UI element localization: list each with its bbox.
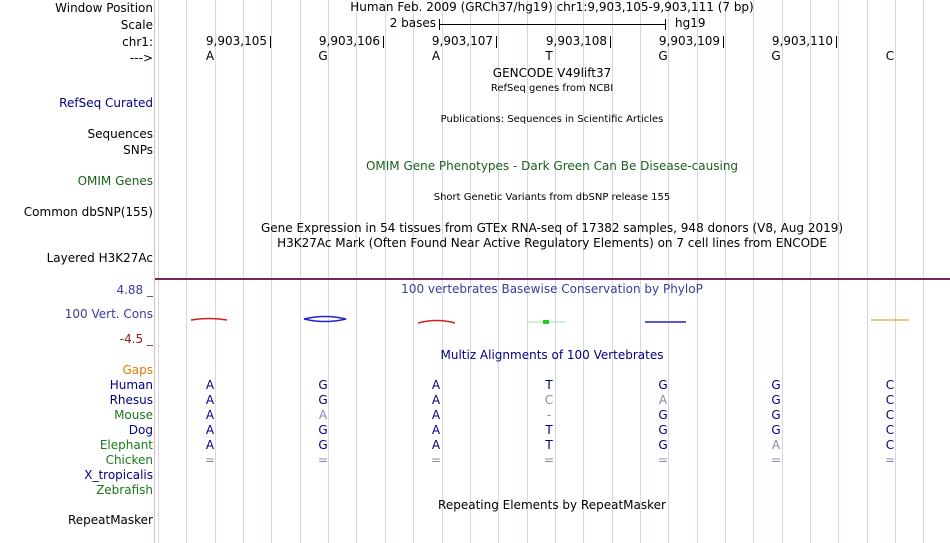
alignment-base: =	[884, 453, 896, 467]
chrom-label[interactable]: chr1:	[122, 35, 153, 49]
alignment-base: =	[204, 453, 216, 467]
sequences-label[interactable]: Sequences	[87, 127, 153, 141]
alignment-base: G	[658, 423, 668, 437]
species-label[interactable]: Chicken	[105, 453, 153, 467]
phylop-max-value: 4.88 _	[116, 283, 153, 297]
layered-h3k27ac-label[interactable]: Layered H3K27Ac	[46, 251, 153, 265]
common-dbsnp-label[interactable]: Common dbSNP(155)	[23, 205, 153, 219]
grid-line	[215, 0, 216, 543]
grid-line	[271, 0, 272, 543]
reference-base: A	[431, 49, 441, 63]
alignment-base: C	[885, 423, 895, 437]
ruler-tick	[383, 36, 384, 48]
grid-line	[838, 0, 839, 543]
gtex-track-title[interactable]: Gene Expression in 54 tissues from GTEx RNA-seq of 17382 samples, 948 donors (V8, Aug 2019)	[260, 221, 844, 235]
grid-line	[923, 0, 924, 543]
grid-line	[186, 0, 187, 543]
alignment-base: G	[318, 423, 328, 437]
species-label[interactable]: Rhesus	[109, 393, 153, 407]
ruler-position: 9,903,110	[771, 34, 833, 48]
scale-bar	[439, 24, 665, 25]
alignment-base: G	[771, 423, 781, 437]
label-separator	[154, 0, 155, 543]
alignment-base: T	[545, 378, 553, 392]
ruler-tick	[496, 36, 497, 48]
repeatmasker-label[interactable]: RepeatMasker	[67, 513, 153, 527]
ruler-position: 9,903,107	[431, 34, 493, 48]
multiz-track-title[interactable]: Multiz Alignments of 100 Vertebrates	[440, 348, 664, 362]
reference-base: T	[545, 49, 553, 63]
reference-base: G	[771, 49, 781, 63]
alignment-base: G	[658, 378, 668, 392]
alignment-base: A	[205, 438, 215, 452]
conservation-mark-4-peak	[543, 320, 549, 324]
ruler-position: 9,903,106	[318, 34, 380, 48]
alignment-base: T	[545, 438, 553, 452]
grid-line	[385, 0, 386, 543]
phylop-track-title[interactable]: 100 vertebrates Basewise Conservation by PhyloP	[401, 282, 703, 296]
conservation-mark-3	[418, 321, 455, 324]
gencode-track-title[interactable]: GENCODE V49lift37	[492, 66, 612, 80]
ruler-position: 9,903,108	[545, 34, 607, 48]
ruler-tick	[270, 36, 271, 48]
phylop-min-value: -4.5 _	[119, 332, 153, 346]
alignment-base: G	[658, 438, 668, 452]
alignment-base: A	[431, 378, 441, 392]
alignment-base: A	[205, 393, 215, 407]
vert-cons-label[interactable]: 100 Vert. Cons	[64, 307, 153, 321]
reference-base: G	[318, 49, 328, 63]
species-label[interactable]: Zebrafish	[96, 483, 153, 497]
alignment-base: G	[771, 408, 781, 422]
ruler-tick	[836, 36, 837, 48]
grid-line	[640, 0, 641, 543]
grid-line	[243, 0, 244, 543]
grid-line	[697, 0, 698, 543]
grid-line	[300, 0, 301, 543]
gaps-label[interactable]: Gaps	[122, 363, 153, 377]
alignment-base: C	[885, 438, 895, 452]
omim-track-title[interactable]: OMIM Gene Phenotypes - Dark Green Can Be Disease-causing	[365, 159, 739, 173]
alignment-base: G	[318, 393, 328, 407]
conservation-mark-1	[191, 319, 227, 321]
snps-label[interactable]: SNPs	[123, 143, 153, 157]
alignment-base: =	[657, 453, 669, 467]
reference-base: G	[658, 49, 668, 63]
alignment-base: G	[318, 438, 328, 452]
alignment-base: C	[885, 393, 895, 407]
scale-assembly: hg19	[675, 16, 706, 30]
strand-label[interactable]: --->	[129, 51, 153, 65]
alignment-base: =	[317, 453, 329, 467]
alignment-base: A	[431, 423, 441, 437]
refseq-curated-label[interactable]: RefSeq Curated	[59, 96, 153, 110]
alignment-base: G	[771, 378, 781, 392]
alignment-base: =	[430, 453, 442, 467]
alignment-base: A	[431, 408, 441, 422]
grid-line	[782, 0, 783, 543]
grid-line	[753, 0, 754, 543]
alignment-base: A	[205, 423, 215, 437]
species-label[interactable]: X_tropicalis	[84, 468, 153, 482]
window-position-label[interactable]: Window Position	[55, 1, 153, 15]
grid-line	[668, 0, 669, 543]
track-group-separator	[155, 278, 950, 280]
grid-line	[725, 0, 726, 543]
grid-line	[356, 0, 357, 543]
alignment-base: A	[318, 408, 328, 422]
species-label[interactable]: Human	[109, 378, 153, 392]
alignment-base: -	[546, 408, 552, 422]
grid-line	[867, 0, 868, 543]
alignment-base: C	[885, 408, 895, 422]
conservation-mark-2	[304, 317, 346, 322]
scale-bar-left-end	[439, 19, 440, 30]
alignment-base: =	[543, 453, 555, 467]
ruler-position: 9,903,109	[658, 34, 720, 48]
dbsnp-track-title[interactable]: Short Genetic Variants from dbSNP release 155	[433, 192, 671, 203]
h3k27ac-track-title[interactable]: H3K27Ac Mark (Often Found Near Active Regulatory Elements) on 7 cell lines from ENCODE	[277, 236, 827, 250]
ruler-tick	[723, 36, 724, 48]
alignment-base: G	[318, 378, 328, 392]
alignment-base: =	[770, 453, 782, 467]
alignment-base: G	[658, 408, 668, 422]
alignment-base: A	[205, 408, 215, 422]
publications-track-title[interactable]: Publications: Sequences in Scientific Articles	[440, 114, 664, 125]
refseq-track-title[interactable]: RefSeq genes from NCBI	[490, 83, 614, 94]
scale-text: 2 bases	[389, 16, 436, 30]
ruler-position: 9,903,105	[205, 34, 267, 48]
window-position-value: Human Feb. 2009 (GRCh37/hg19) chr1:9,903,105-9,903,111 (7 bp)	[350, 0, 754, 14]
alignment-base: A	[431, 438, 441, 452]
alignment-base: A	[205, 378, 215, 392]
grid-line	[158, 0, 159, 543]
reference-base: C	[885, 49, 895, 63]
alignment-base: G	[771, 393, 781, 407]
reference-base: A	[205, 49, 215, 63]
grid-line	[413, 0, 414, 543]
scale-bar-right-end	[665, 19, 666, 30]
species-label[interactable]: Mouse	[114, 408, 153, 422]
grid-line	[442, 0, 443, 543]
alignment-base: A	[771, 438, 781, 452]
phylop-conservation-graph	[155, 310, 950, 330]
ruler-tick	[610, 36, 611, 48]
alignment-base: A	[658, 393, 668, 407]
alignment-base: C	[885, 378, 895, 392]
alignment-base: T	[545, 423, 553, 437]
scale-label[interactable]: Scale	[120, 18, 153, 32]
alignment-base: A	[431, 393, 441, 407]
species-label[interactable]: Dog	[128, 423, 153, 437]
alignment-base: C	[544, 393, 554, 407]
omim-genes-label[interactable]: OMIM Genes	[77, 174, 153, 188]
grid-line	[895, 0, 896, 543]
repeatmasker-track-title[interactable]: Repeating Elements by RepeatMasker	[438, 498, 666, 512]
species-label[interactable]: Elephant	[99, 438, 153, 452]
grid-line	[470, 0, 471, 543]
grid-line	[328, 0, 329, 543]
grid-line	[810, 0, 811, 543]
